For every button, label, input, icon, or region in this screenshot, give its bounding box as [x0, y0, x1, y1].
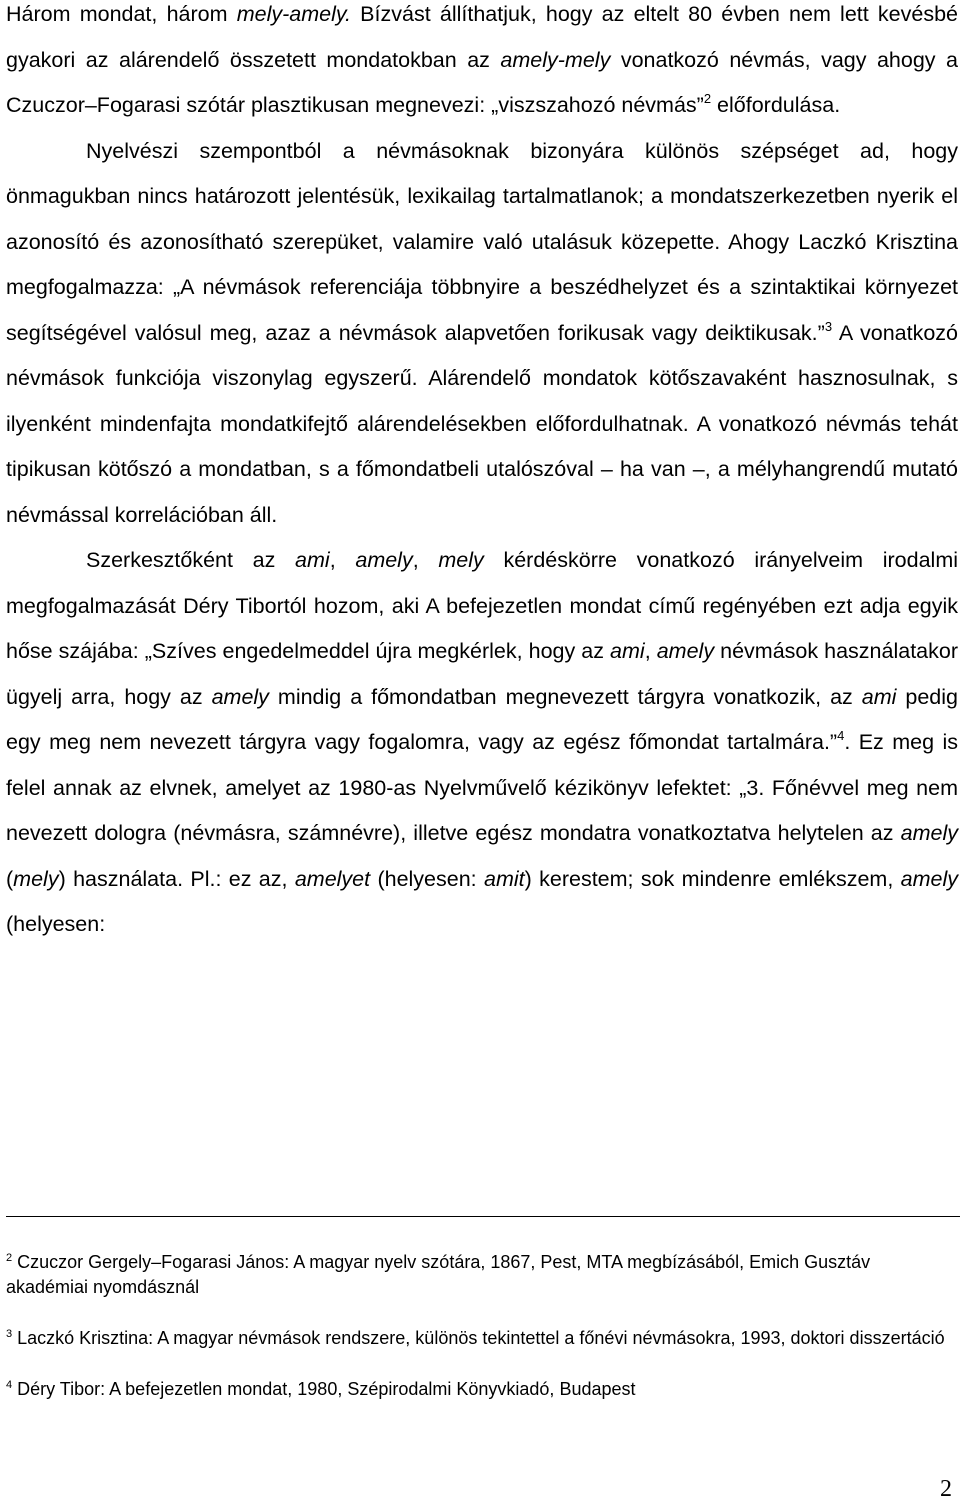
text-run: Három mondat, három [6, 2, 237, 26]
text-run: Szerkesztőként az [86, 548, 296, 572]
italic-run: amely [900, 821, 958, 845]
text-run: Nyelvészi szempontból a névmásoknak bizonyára különös szépséget ad, hogy önmagukban nincs határozott jelentésük, lexikailag tartalmatlanok; a mondatszerkezetben nyerik el azonosító és azonosítható szerepüket, valamire való utalásuk közepette. Ahogy Laczkó Krisztina megfogalmazza: „A névmások referenciája többnyire a beszédhelyzet és a szintaktikai környezet segítségével valósul meg, azaz a névmások alapvetően forikusak vagy deiktikusak.” [6, 138, 958, 345]
paragraph-2 [6, 129, 958, 539]
footnote-4 [6, 1377, 946, 1402]
footnote-text: Czuczor Gergely–Fogarasi János: A magyar nyelv szótára, 1867, Pest, MTA megbízásából, Emich Gusztáv akadémiai nyomdásznál [6, 1252, 871, 1297]
text-run: pedig egy meg nem nevezett tárgyra vagy fogalomra, vagy az egész főmondat tartalmára.” [6, 684, 958, 754]
footnote-separator [6, 1216, 960, 1217]
text-run: névmások használatakor ügyelj arra, hogy az [6, 639, 958, 709]
text-run: előfordulása. [711, 93, 841, 117]
italic-run: ami [861, 684, 897, 709]
footnote-ref[interactable]: 3 [824, 318, 833, 334]
text-run: , [412, 548, 439, 572]
footnote-ref[interactable]: 2 [703, 91, 712, 106]
text-run: (helyesen: [6, 912, 106, 936]
text-run: (helyesen: [370, 866, 484, 891]
italic-run: mely-amely. [236, 2, 351, 26]
footnote-number: 3 [6, 1328, 13, 1340]
text-run: kérdéskörre vonatkozó irányelveim irodalmi megfogalmazását Déry Tibortól hozom, aki A befejezetlen mondat című regényében ezt adja egyik hőse szájába: „Szíves engedelmeddel újra megkérlek, hogy az [6, 548, 959, 663]
text-run: , [329, 548, 356, 572]
italic-run: mely [438, 548, 484, 572]
footnote-ref[interactable]: 4 [837, 728, 845, 743]
text-run: mindig a főmondatban megnevezett tárgyra vonatkozik, az [268, 684, 862, 709]
italic-run: ami [610, 639, 645, 663]
paragraph-1 [6, 0, 958, 129]
text-run: vonatkozó névmás, vagy ahogy a Czuczor–Fogarasi szótár plasztikusan megnevezi: „viszszahozó névmás” [6, 47, 958, 117]
italic-run: mely [13, 866, 59, 891]
text-run: Bízvást állíthatjuk, hogy az eltelt 80 évben nem lett kevésbé gyakori az alárendelő összetett mondatokban az [6, 2, 958, 72]
text-run: A vonatkozó névmások funkciója viszonylag egyszerű. Alárendelő mondatok kötőszavaként hasznosulnak, s ilyenként mindenfajta mondatkifejtő alárendelésekben előfordulhatnak. A vonatkozó névmás tehát tipikusan kötőszó a mondatban, s a főmondatbeli utalószóval – ha van –, a mélyhangrendű mutató névmással korrelációban áll. [6, 320, 958, 527]
italic-run: amely-mely [500, 47, 611, 72]
text-run: . Ez meg is felel annak az elvnek, amelyet az 1980-as Nyelvművelő kézikönyv lefektet: „3. Főnévvel meg nem nevezett dologra (névmásra, számnévre), illetve egész mondatra vonatkoztatva helytelen az [6, 730, 958, 845]
document-page [6, 0, 958, 948]
footnote-2 [6, 1250, 946, 1300]
text-run: ) kerestem; sok mindenre emlékszem, [524, 866, 901, 891]
footnote-3 [6, 1326, 946, 1351]
text-run: ) használata. Pl.: ez az, [58, 866, 295, 891]
page-number: 2 [940, 1476, 952, 1502]
footnote-text: Déry Tibor: A befejezetlen mondat, 1980, Szépirodalmi Könyvkiadó, Budapest [12, 1379, 636, 1399]
text-run: , [644, 639, 657, 663]
italic-run: amelyet [294, 866, 371, 891]
italic-run: amely [900, 866, 958, 891]
footnotes [6, 1250, 946, 1428]
italic-run: amely [355, 548, 413, 572]
italic-run: amely [656, 639, 715, 663]
footnote-number: 2 [6, 1252, 13, 1264]
italic-run: ami [295, 548, 330, 572]
footnote-text: Laczkó Krisztina: A magyar névmások rendszere, különös tekintettel a főnévi névmásokra, 1993, doktori disszertáció [12, 1328, 945, 1348]
italic-run: amit [484, 866, 525, 891]
footnote-number: 4 [6, 1379, 13, 1391]
italic-run: amely [211, 684, 269, 709]
paragraph-3 [6, 538, 958, 948]
text-run: ( [6, 866, 14, 891]
